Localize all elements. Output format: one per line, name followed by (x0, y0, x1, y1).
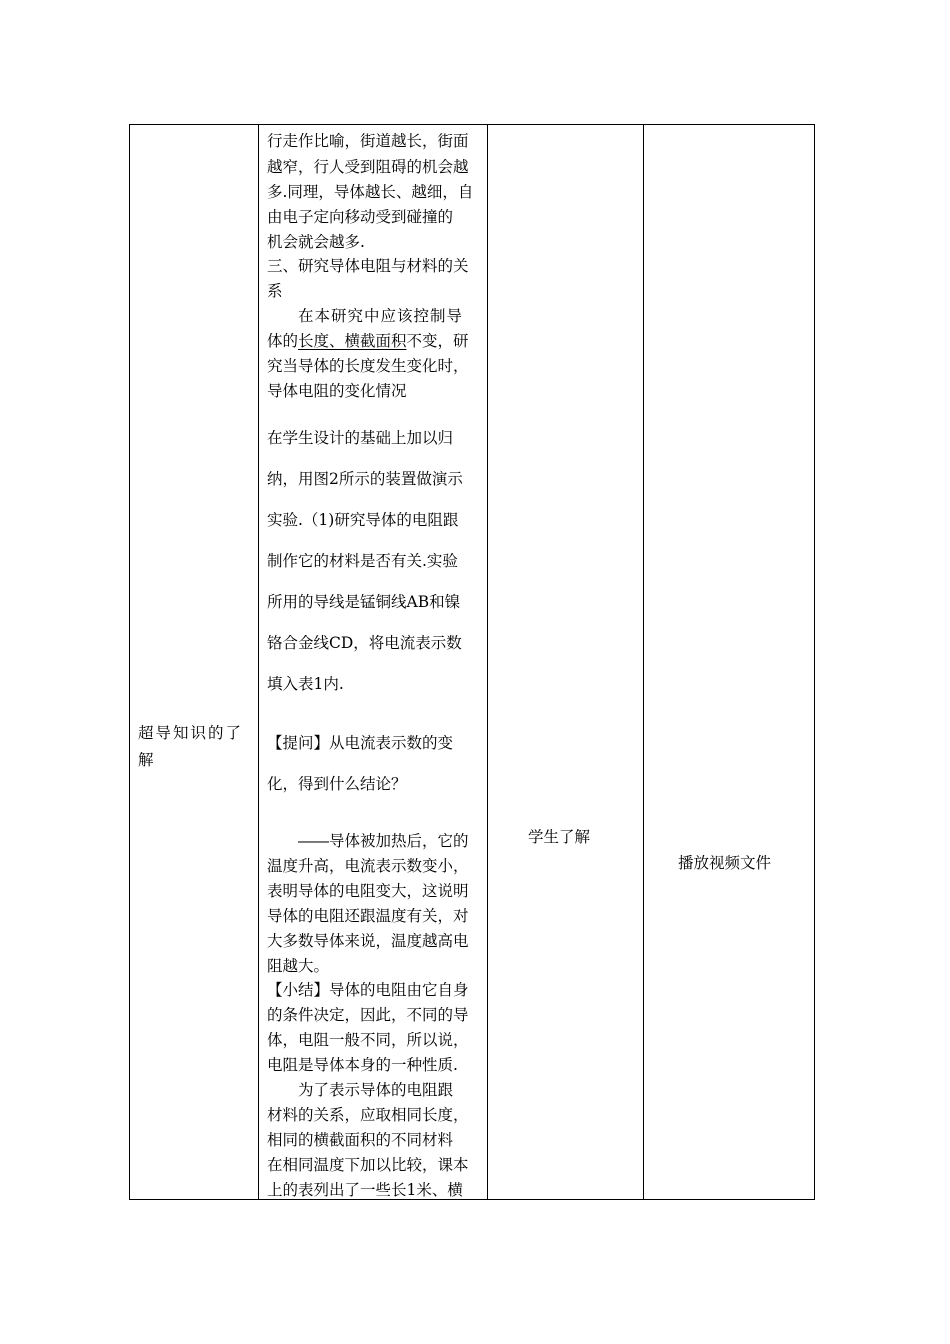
body-line: 越窄，行人受到阻碍的机会越 (267, 158, 469, 176)
body-line: 上的表列出了一些长1米、横 (267, 1181, 463, 1199)
lesson-plan-table (129, 124, 815, 1200)
underlined-term: 长度、横截面积 (298, 332, 407, 350)
section-heading: 系 (267, 282, 283, 300)
topic-line: 解 (138, 751, 154, 769)
body-line: 温度升高，电流表示数变小， (267, 857, 469, 875)
body-line: 导体的电阻还跟温度有关，对 (267, 907, 469, 925)
body-line: 实验.（1)研究导体的电阻跟 (267, 511, 459, 529)
student-activity: 学生了解 (528, 828, 591, 846)
media-note: 播放视频文件 (678, 854, 772, 872)
body-line: 材料的关系，应取相同长度， (267, 1106, 469, 1124)
body-line: 表明导体的电阻变大，这说明 (267, 882, 469, 900)
body-line: ――导体被加热后，它的 (298, 832, 469, 850)
body-line: 在本研究中应该控制导 (298, 307, 464, 325)
body-line: 机会就会越多. (267, 233, 365, 251)
body-line: 相同的横截面积的不同材料 (267, 1131, 454, 1149)
body-line: 多.同理，导体越长、越细，自 (267, 183, 474, 201)
body-line: 为了表示导体的电阻跟 (298, 1081, 454, 1099)
body-line: 由电子定向移动受到碰撞的 (267, 208, 454, 226)
body-line: 行走作比喻，街道越长，街面 (267, 132, 469, 150)
body-line: 所用的导线是锰铜线AB和镍 (267, 593, 461, 611)
summary-line: 体，电阻一般不同，所以说， (267, 1031, 469, 1049)
body-line: 制作它的材料是否有关.实验 (267, 552, 458, 570)
column-divider (487, 125, 488, 1199)
body-line: 纳，用图2所示的装置做演示 (267, 470, 463, 488)
body-line: 体的长度、横截面积不变，研 (267, 332, 469, 350)
body-line: 大多数导体来说，温度越高电 (267, 932, 469, 950)
summary-line: 的条件决定，因此，不同的导 (267, 1006, 469, 1024)
column-divider (258, 125, 259, 1199)
topic-line: 超导知识的了 (138, 724, 244, 742)
body-line: 导体电阻的变化情况 (267, 382, 407, 400)
body-line: 填入表1内. (267, 675, 344, 693)
body-line: 阻越大。 (267, 957, 330, 975)
body-line: 在相同温度下加以比较，课本 (267, 1156, 469, 1174)
summary-line: 电阻是导体本身的一种性质. (267, 1056, 458, 1074)
question-line: 【提问】从电流表示数的变 (267, 734, 454, 752)
body-line: 究当导体的长度发生变化时， (267, 357, 469, 375)
question-line: 化，得到什么结论？ (267, 775, 407, 793)
section-heading: 三、研究导体电阻与材料的关 (267, 257, 469, 275)
body-line: 铬合金线CD，将电流表示数 (267, 634, 462, 652)
summary-line: 【小结】导体的电阻由它自身 (267, 981, 469, 999)
body-line: 在学生设计的基础上加以归 (267, 429, 454, 447)
column-divider (643, 125, 644, 1199)
